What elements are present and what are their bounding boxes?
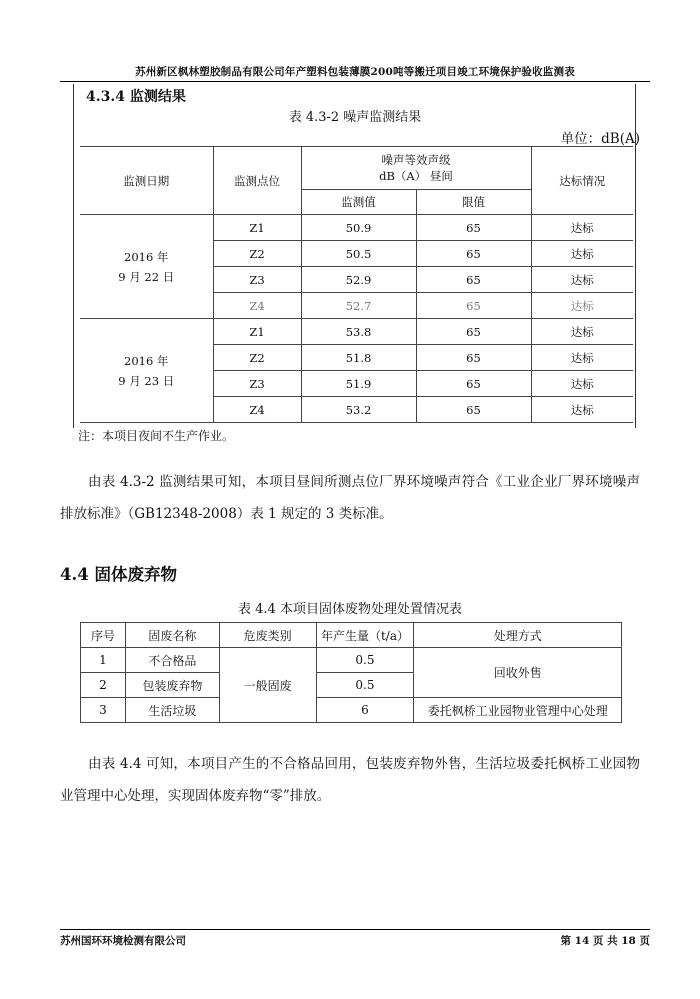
header-point: 监测点位 <box>213 147 301 215</box>
name-cell: 生活垃圾 <box>125 698 219 723</box>
value-cell: 50.5 <box>301 241 416 267</box>
point-cell: Z3 <box>213 267 301 293</box>
noise-table-note: 注：本项目夜间不生产作业。 <box>78 429 235 443</box>
table-row <box>81 698 622 723</box>
point-cell: Z1 <box>213 215 301 241</box>
point-cell: Z1 <box>213 319 301 345</box>
limit-cell: 65 <box>416 319 531 345</box>
limit-cell: 65 <box>416 397 531 423</box>
name-cell: 包装废弃物 <box>125 673 219 698</box>
value-cell: 52.9 <box>301 267 416 293</box>
header-amount: 年产生量（t/a） <box>316 623 414 648</box>
status-cell: 达标 <box>531 215 633 241</box>
noise-table-caption: 表 4.3-2 噪声监测结果 <box>288 110 422 125</box>
date-year: 2016 年 <box>124 353 169 368</box>
date-year: 2016 年 <box>124 249 169 264</box>
value-cell: 52.7 <box>301 293 416 319</box>
value-cell: 51.8 <box>301 345 416 371</box>
table-row <box>80 215 633 241</box>
limit-cell: 65 <box>416 267 531 293</box>
point-cell: Z4 <box>213 397 301 423</box>
header-method: 处理方式 <box>414 623 622 648</box>
header-measured: 监测值 <box>301 190 416 215</box>
noise-monitoring-table <box>80 146 633 423</box>
noise-table-unit: 单位：dB(A) <box>560 131 640 147</box>
section-title-4-4: 4.4 固体废弃物 <box>60 565 177 584</box>
status-cell: 达标 <box>531 241 633 267</box>
page-header: 苏州新区枫林塑胶制品有限公司年产塑料包装薄膜200吨等搬迁项目竣工环境保护验收监测表 <box>60 64 650 82</box>
solid-waste-table <box>80 622 622 723</box>
limit-cell: 65 <box>416 241 531 267</box>
header-status: 达标情况 <box>531 147 633 215</box>
point-cell: Z4 <box>213 293 301 319</box>
name-cell: 不合格品 <box>125 648 219 673</box>
no-cell: 3 <box>81 698 126 723</box>
limit-cell: 65 <box>416 293 531 319</box>
no-cell: 1 <box>81 648 126 673</box>
page-footer <box>60 929 650 948</box>
amount-cell: 6 <box>316 698 414 723</box>
header-name: 固废名称 <box>125 623 219 648</box>
waste-table-caption: 表 4.4 本项目固体废物处理处置情况表 <box>238 602 462 617</box>
amount-cell: 0.5 <box>316 648 414 673</box>
method-cell: 回收外售 <box>414 648 622 698</box>
status-cell: 达标 <box>531 267 633 293</box>
limit-cell: 65 <box>416 345 531 371</box>
limit-cell: 65 <box>416 215 531 241</box>
category-cell: 一般固废 <box>219 648 316 723</box>
table-row <box>81 648 622 673</box>
header-limit: 限值 <box>416 190 531 215</box>
limit-cell: 65 <box>416 371 531 397</box>
value-cell: 53.8 <box>301 319 416 345</box>
footer-page-number: 第 14 页 共 18 页 <box>560 935 650 947</box>
status-cell: 达标 <box>531 319 633 345</box>
section-title-4-3-4: 4.3.4 监测结果 <box>86 89 186 105</box>
header-no: 序号 <box>81 623 126 648</box>
footer-company: 苏州国环环境检测有限公司 <box>60 935 186 947</box>
value-cell: 53.2 <box>301 397 416 423</box>
header-category: 危废类别 <box>219 623 316 648</box>
amount-cell: 0.5 <box>316 673 414 698</box>
header-level-line1: 噪声等效声级 <box>381 153 451 167</box>
status-cell: 达标 <box>531 397 633 423</box>
table-row <box>80 319 633 345</box>
date-day: 9 月 23 日 <box>118 373 175 388</box>
point-cell: Z3 <box>213 371 301 397</box>
status-cell: 达标 <box>531 345 633 371</box>
method-cell: 委托枫桥工业园物业管理中心处理 <box>414 698 622 723</box>
no-cell: 2 <box>81 673 126 698</box>
value-cell: 51.9 <box>301 371 416 397</box>
point-cell: Z2 <box>213 241 301 267</box>
date-cell <box>80 319 213 423</box>
status-cell: 达标 <box>531 371 633 397</box>
value-cell: 50.9 <box>301 215 416 241</box>
point-cell: Z2 <box>213 345 301 371</box>
header-level <box>301 147 531 190</box>
header-level-line2: dB（A） 昼间 <box>379 169 453 183</box>
date-day: 9 月 22 日 <box>118 269 175 284</box>
date-cell <box>80 215 213 319</box>
status-cell: 达标 <box>531 293 633 319</box>
paragraph-waste-conclusion: 由表 4.4 可知，本项目产生的不合格品回用，包装废弃物外售，生活垃圾委托枫桥工业园物业管理中心处理，实现固体废弃物“零”排放。 <box>60 756 640 804</box>
header-date: 监测日期 <box>80 147 213 215</box>
paragraph-noise-conclusion: 由表 4.3-2 监测结果可知，本项目昼间所测点位厂界环境噪声符合《工业企业厂界环境噪声排放标准》（GB12348-2008）表 1 规定的 3 类标准。 <box>60 474 640 522</box>
